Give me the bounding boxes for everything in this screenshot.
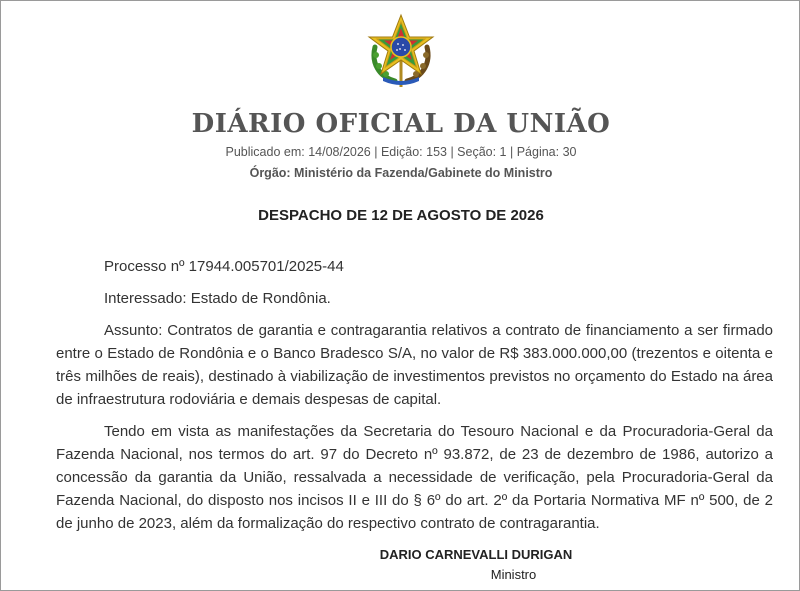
journal-title: DIÁRIO OFICIAL DA UNIÃO (191, 109, 611, 139)
document-body (56, 255, 773, 544)
publication-meta: Publicado em: 14/08/2026 | Edição: 153 | Seção: 1 | Página: 30 (225, 145, 577, 159)
signer-name: DARIO CARNEVALLI DURIGAN (379, 547, 573, 562)
process-number: Processo nº 17944.005701/2025-44 (104, 258, 344, 275)
decision-paragraph: Tendo em vista as manifestações da Secretaria do Tesouro Nacional e da Procuradoria-Geral da Fazenda Nacional, nos termos do art. 97 do Decreto nº 93.872, de 23 de dezembro de 1986, autorizo a concessão da garantia da União, ressalvada a necessidade de verificação, pela Procuradoria-Geral da Fazenda Nacional, do disposto nos incisos II e III do § 6º do art. 2º da Portaria Normativa MF nº 500, de 2 de junho de 2023, além da formalização do respectivo contrato de contragarantia. (56, 423, 773, 532)
brasao-da-republica-icon (361, 11, 441, 91)
interested-party: Interessado: Estado de Rondônia. (104, 290, 331, 307)
document-heading: DESPACHO DE 12 DE AGOSTO DE 2026 (258, 207, 544, 224)
issuing-organ: Órgão: Ministério da Fazenda/Gabinete do Ministro (249, 166, 553, 180)
signer-role: Ministro (490, 567, 537, 582)
subject-paragraph: Assunto: Contratos de garantia e contragarantia relativos a contrato de financiamento a ser firmado entre o Estado de Rondônia e o Banco Bradesco S/A, no valor de R$ 383.000.000,00 (trezentos e oitenta e três milhões de reais), destinado à viabilização de investimentos previstos no orçamento do Estado na área de infraestrutura rodoviária e demais despesas de capital. (56, 322, 773, 408)
